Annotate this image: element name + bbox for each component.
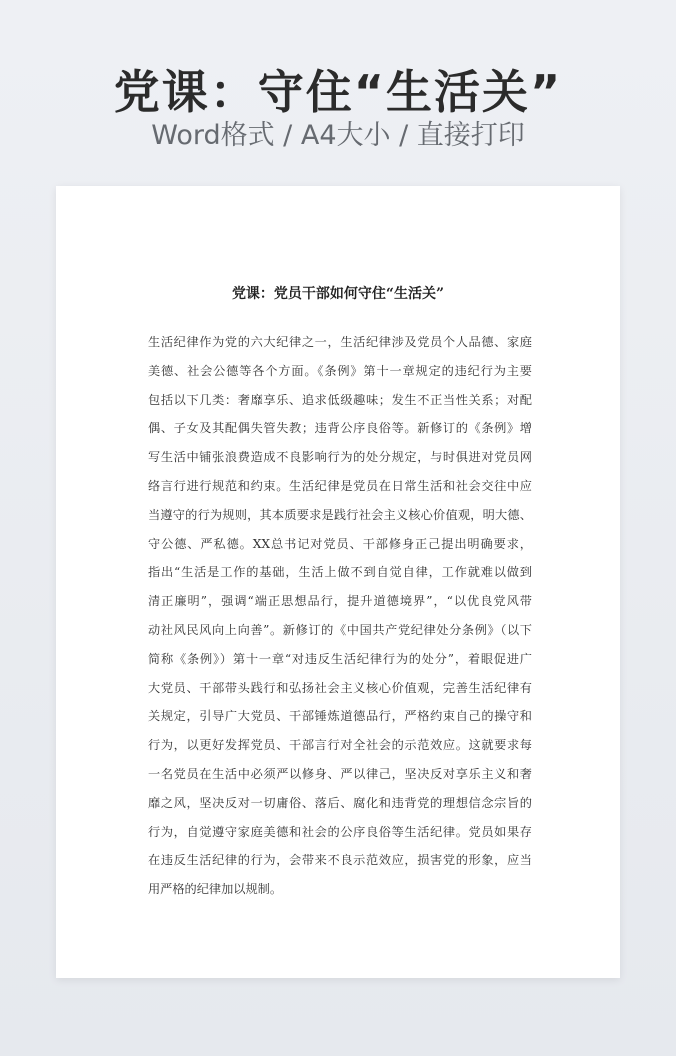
body-line: 当遵守的行为规则，其本质要求是践行社会主义核心价值观，明大德、 (148, 507, 532, 522)
body-line: 行为，以更好发挥党员、干部言行对全社会的示范效应。这就要求每 (148, 738, 532, 753)
body-line: 包括以下几类：奢靡享乐、追求低级趣味；发生不正当性关系；对配 (148, 392, 532, 407)
document-title: 党课：党员干部如何守住“生活关” (231, 286, 445, 302)
body-line: 守公德、严私德。XX总书记对党员、干部修身正己提出明确要求， (148, 536, 532, 551)
body-line: 写生活中铺张浪费造成不良影响行为的处分规定，与时俱进对党员网 (148, 450, 532, 465)
document-page (56, 186, 620, 978)
body-line: 关规定，引导广大党员、干部锤炼道德品行，严格约束自己的操守和 (148, 709, 532, 724)
body-line: 大党员、干部带头践行和弘扬社会主义核心价值观，完善生活纪律有 (148, 680, 532, 695)
body-line: 清正廉明”，强调“端正思想品行，提升道德境界”，“以优良党风带 (148, 594, 532, 609)
banner-subtitle: Word格式 / A4大小 / 直接打印 (151, 120, 525, 151)
body-line: 络言行进行规范和约束。生活纪律是党员在日常生活和社会交往中应 (148, 478, 532, 493)
body-line: 行为，自觉遵守家庭美德和社会的公序良俗等生活纪律。党员如果存 (148, 824, 532, 839)
header-banner (0, 0, 676, 180)
body-line-last: 用严格的纪律加以规制。 (148, 882, 283, 897)
body-line: 指出“生活是工作的基础，生活上做不到自觉自律，工作就难以做到 (148, 565, 532, 580)
body-line: 简称《条例》）第十一章“对违反生活纪律行为的处分”，着眼促进广 (148, 651, 532, 666)
body-line: 一名党员在生活中必须严以修身、严以律己，坚决反对享乐主义和奢 (148, 766, 532, 781)
body-line: 生活纪律作为党的六大纪律之一，生活纪律涉及党员个人品德、家庭 (148, 335, 532, 349)
body-line: 靡之风，坚决反对一切庸俗、落后、腐化和违背党的理想信念宗旨的 (148, 795, 532, 810)
body-line: 美德、社会公德等各个方面。《条例》第十一章规定的违纪行为主要 (148, 363, 532, 378)
document-body (148, 328, 532, 904)
body-line: 动社风民风向上向善”。新修订的《中国共产党纪律处分条例》（以下 (148, 622, 532, 637)
banner-title: 党课：守住“生活关” (113, 65, 563, 119)
body-line: 偶、子女及其配偶失管失教；违背公序良俗等。新修订的《条例》增 (148, 421, 532, 436)
body-line: 在违反生活纪律的行为，会带来不良示范效应，损害党的形象，应当 (148, 853, 532, 868)
